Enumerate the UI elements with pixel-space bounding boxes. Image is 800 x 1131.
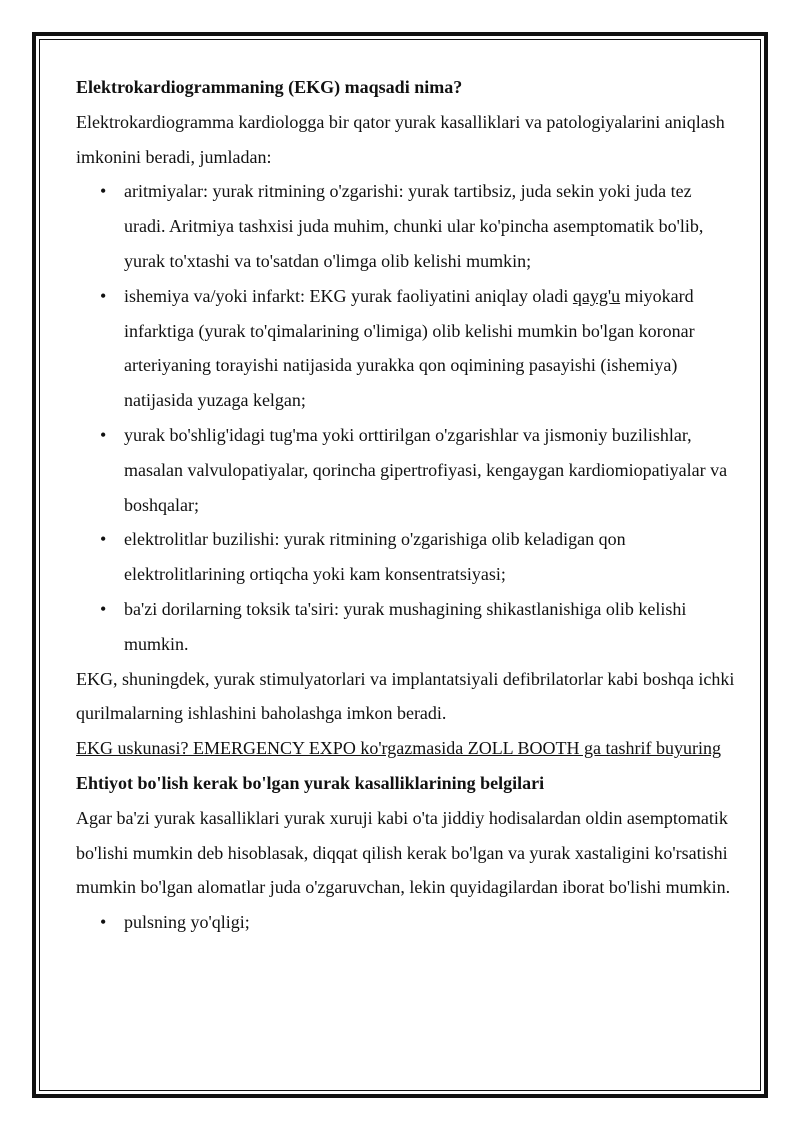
underlined-word[interactable]: qayg'u [572,285,621,306]
closing-paragraph: EKG, shuningdek, yurak stimulyatorlari va implantatsiyali defibrilatorlar kabi boshqa ichki qurilmalarning ishlashini baholashga imkon beradi. [76,668,735,724]
document-body [76,70,736,940]
list-item-drug-toxicity: • ba'zi dorilarning toksik ta'siri: yurak mushagining shikastlanishiga olib kelishi mumkin. [124,592,736,662]
section-heading-symptoms: Ehtiyot bo'lish kerak bo'lgan yurak kasalliklarining belgilari [76,772,545,793]
list-item-structural-changes: • yurak bo'shlig'idagi tug'ma yoki orttirilgan o'zgarishlar va jismoniy buzilishlar, masalan valvulopatiyalar, qorincha gipertrofiyasi, kengaygan kardiomiopatiyalar va boshqalar; [124,418,736,522]
list-item-electrolytes: • elektrolitlar buzilishi: yurak ritmining o'zgarishiga olib keladigan qon elektrolitlarining ortiqcha yoki kam konsentratsiyasi; [124,522,736,592]
symptoms-paragraph: Agar ba'zi yurak kasalliklari yurak xuruji kabi o'ta jiddiy hodisalardan oldin asemptomatik bo'lishi mumkin deb hisoblasak, diqqat qilish kerak bo'lgan va yurak xastaligini ko'rsatishi mumkin bo'lgan alomatlar juda o'zgaruvchan, lekin quyidagilardan iborat bo'lishi mumkin. [76,807,731,898]
conditions-list [76,174,736,661]
list-item-no-pulse: • pulsning yo'qligi; [124,905,736,940]
list-item-arrhythmia: • aritmiyalar: yurak ritmining o'zgarishi: yurak tartibsiz, juda sekin yoki juda tez uradi. Aritmiya tashxisi juda muhim, chunki ular ko'pincha asemptomatik bo'lib, yurak to'xtashi va to'satdan o'limga olib kelishi mumkin; [124,174,736,278]
ischemia-text-start: ishemiya va/yoki infarkt: EKG yurak faoliyatini aniqlay oladi [124,285,573,306]
intro-paragraph: Elektrokardiogramma kardiologga bir qator yurak kasalliklari va patologiyalarini aniqlash imkonini beradi, jumladan: [76,111,725,167]
list-item-ischemia [124,279,736,418]
ischemia-text-end: miyokard infarktiga (yurak to'qimalarining o'limiga) olib kelishi mumkin bo'lgan koronar arteriyaning torayishi natijasida yurakka qon oqimining pasayishi (ishemiya) natijasida yuzaga kelgan; [124,285,695,411]
symptoms-list [76,905,736,940]
expo-link[interactable]: EKG uskunasi? EMERGENCY EXPO ko'rgazmasida ZOLL BOOTH ga tashrif buyuring [76,738,721,759]
section-heading-ekg-purpose: Elektrokardiogrammaning (EKG) maqsadi nima? [76,77,463,97]
